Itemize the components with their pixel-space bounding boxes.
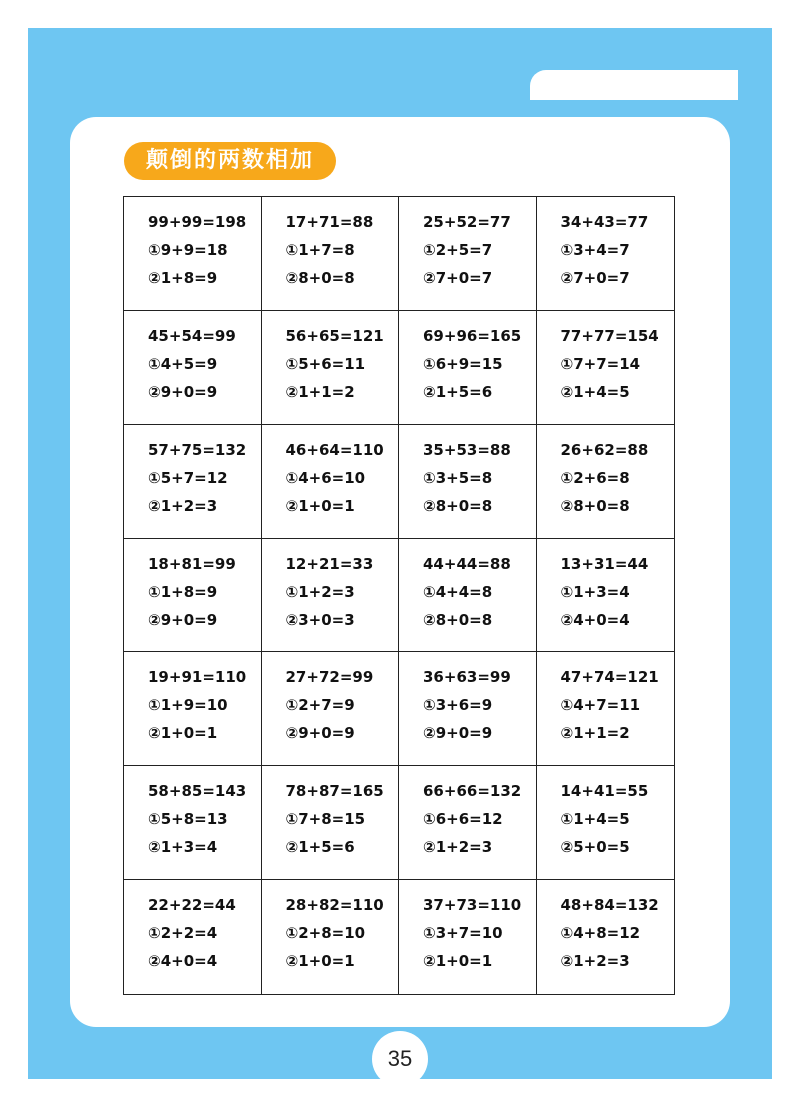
problem-cell: [399, 425, 537, 539]
problem-step: ②1+8=9: [148, 269, 218, 287]
problem-cell: [399, 880, 537, 994]
problem-equation: 27+72=99: [285, 668, 374, 687]
problem-cell: [124, 880, 262, 994]
problem-step: ①5+7=12: [148, 468, 228, 487]
problem-step: ②8+0=8: [423, 610, 493, 629]
problem-step: ①6+9=15: [423, 354, 503, 373]
problem-step: ②1+3=4: [148, 838, 218, 857]
problem-equation: 58+85=143: [148, 782, 247, 801]
problem-step: ①4+6=10: [285, 468, 366, 487]
problem-step: ②9+0=9: [148, 382, 218, 401]
problem-cell: [537, 880, 675, 994]
problem-step: ②1+2=3: [148, 496, 218, 515]
problem-step: ②8+0=8: [285, 269, 355, 287]
problem-equation: 77+77=154: [560, 326, 659, 345]
problem-cell: [124, 425, 262, 539]
problem-equation: 19+91=110: [148, 668, 247, 687]
problem-step: ①1+9=10: [148, 696, 228, 715]
problem-cell: [262, 880, 400, 994]
problem-equation: 26+62=88: [560, 440, 649, 459]
problem-cell: [537, 539, 675, 653]
problem-step: ②1+2=3: [560, 952, 630, 971]
problem-cell: [537, 197, 675, 311]
problem-equation: 47+74=121: [560, 668, 659, 687]
problem-step: ②1+4=5: [560, 382, 630, 401]
problem-step: ①3+5=8: [423, 468, 493, 487]
problem-equation: 37+73=110: [423, 896, 522, 915]
problem-step: ①7+8=15: [285, 810, 366, 829]
problem-step: ①5+6=11: [285, 354, 366, 373]
problem-step: ②7+0=7: [560, 269, 630, 287]
problem-step: ②9+0=9: [148, 610, 218, 629]
problem-cell: [399, 311, 537, 425]
problem-cell: [537, 311, 675, 425]
problem-step: ①2+6=8: [560, 468, 630, 487]
problem-equation: 34+43=77: [560, 213, 649, 231]
problem-step: ①3+6=9: [423, 696, 493, 715]
problem-equation: 78+87=165: [285, 782, 384, 801]
problem-step: ①2+2=4: [148, 924, 218, 943]
problem-step: ①1+8=9: [148, 582, 218, 601]
problem-step: ②1+0=1: [148, 724, 218, 743]
problem-cell: [124, 766, 262, 880]
problem-step: ①6+6=12: [423, 810, 503, 829]
problem-step: ②8+0=8: [423, 496, 493, 515]
problem-equation: 18+81=99: [148, 554, 236, 573]
problem-equation: 56+65=121: [285, 326, 384, 345]
problem-step: ②1+5=6: [423, 382, 493, 401]
problem-step: ①2+8=10: [285, 924, 366, 943]
problem-step: ①3+4=7: [560, 241, 630, 259]
problem-step: ②4+0=4: [560, 610, 630, 629]
problem-step: ①1+4=5: [560, 810, 630, 829]
problem-cell: [262, 766, 400, 880]
problem-step: ②1+1=2: [285, 382, 355, 401]
problem-cell: [399, 652, 537, 766]
problem-equation: 44+44=88: [423, 554, 511, 573]
problem-grid: [123, 196, 675, 995]
problem-cell: [262, 425, 400, 539]
problem-cell: [262, 652, 400, 766]
problem-equation: 13+31=44: [560, 554, 649, 573]
problem-equation: 36+63=99: [423, 668, 511, 687]
problem-step: ②1+0=1: [285, 952, 355, 971]
problem-step: ②1+1=2: [560, 724, 630, 743]
problem-step: ①1+2=3: [285, 582, 355, 601]
problem-equation: 17+71=88: [285, 213, 374, 231]
problem-equation: 69+96=165: [423, 326, 522, 345]
problem-equation: 22+22=44: [148, 896, 236, 915]
problem-cell: [124, 652, 262, 766]
problem-step: ①2+5=7: [423, 241, 493, 259]
problem-step: ②1+5=6: [285, 838, 355, 857]
problem-equation: 35+53=88: [423, 440, 511, 459]
problem-equation: 46+64=110: [285, 440, 384, 459]
problem-step: ①4+4=8: [423, 582, 493, 601]
problem-step: ②1+0=1: [285, 496, 355, 515]
problem-equation: 99+99=198: [148, 213, 247, 231]
problem-step: ①7+7=14: [560, 354, 641, 373]
problem-step: ②9+0=9: [285, 724, 355, 743]
problem-equation: 45+54=99: [148, 326, 236, 345]
problem-step: ②7+0=7: [423, 269, 493, 287]
problem-cell: [124, 539, 262, 653]
problem-step: ②9+0=9: [423, 724, 493, 743]
problem-cell: [124, 311, 262, 425]
problem-cell: [399, 539, 537, 653]
problem-step: ①4+8=12: [560, 924, 641, 943]
problem-equation: 12+21=33: [285, 554, 374, 573]
problem-equation: 28+82=110: [285, 896, 384, 915]
problem-step: ②8+0=8: [560, 496, 630, 515]
problem-equation: 14+41=55: [560, 782, 649, 801]
problem-step: ②4+0=4: [148, 952, 218, 971]
problem-step: ①9+9=18: [148, 241, 228, 259]
problem-step: ②1+0=1: [423, 952, 493, 971]
problem-cell: [537, 425, 675, 539]
problem-cell: [262, 197, 400, 311]
problem-equation: 25+52=77: [423, 213, 511, 231]
problem-cell: [124, 197, 262, 311]
problem-cell: [399, 766, 537, 880]
problem-step: ①4+7=11: [560, 696, 641, 715]
problem-cell: [399, 197, 537, 311]
page-number: 35: [372, 1031, 428, 1087]
problem-cell: [537, 652, 675, 766]
problem-step: ①1+7=8: [285, 241, 355, 259]
problem-equation: 48+84=132: [560, 896, 659, 915]
problem-step: ①5+8=13: [148, 810, 228, 829]
problem-equation: 57+75=132: [148, 440, 247, 459]
corner-tab: [530, 70, 738, 100]
problem-step: ①2+7=9: [285, 696, 355, 715]
problem-step: ②5+0=5: [560, 838, 630, 857]
problem-cell: [537, 766, 675, 880]
problem-step: ②1+2=3: [423, 838, 493, 857]
problem-step: ①1+3=4: [560, 582, 630, 601]
problem-equation: 66+66=132: [423, 782, 522, 801]
problem-cell: [262, 539, 400, 653]
problem-step: ①4+5=9: [148, 354, 218, 373]
problem-cell: [262, 311, 400, 425]
section-title: 颠倒的两数相加: [124, 142, 336, 180]
problem-step: ①3+7=10: [423, 924, 503, 943]
problem-step: ②3+0=3: [285, 610, 355, 629]
